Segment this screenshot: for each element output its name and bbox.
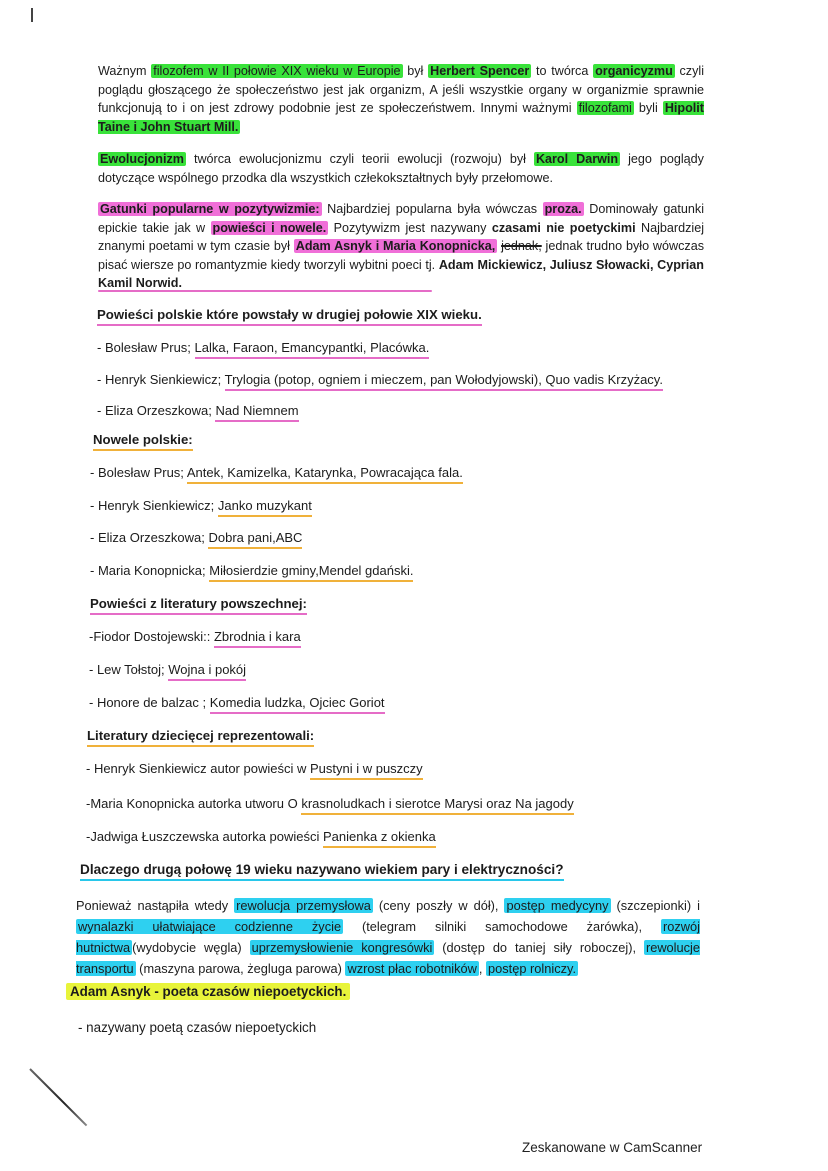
list-item-author: - Henryk Sienkiewicz; (90, 498, 218, 513)
list-item: - nazywany poetą czasów niepoetyckich (78, 1020, 317, 1035)
list-item (97, 340, 429, 355)
highlight-pink: Gatunki popularne w pozytywizmie: (100, 202, 320, 216)
paragraph-age-of-steam (76, 895, 700, 979)
text: (ceny poszły w dół), (372, 898, 505, 913)
paragraph-evolutionism (98, 150, 704, 187)
text: byli (633, 101, 663, 115)
highlight-blue: postęp rolniczy. (488, 961, 577, 976)
struck-text: jednak, (501, 239, 542, 253)
text: Ponieważ nastąpiła wtedy (76, 898, 235, 913)
scan-edge-mark (31, 8, 33, 22)
list-item-author: - Maria Konopnicka; (90, 563, 210, 578)
heading-world-literature: Powieści z literatury powszechnej: (90, 596, 307, 615)
heading-age-of-steam: Dlaczego drugą połowę 19 wieku nazywano wiekiem pary i elektryczności? (80, 862, 564, 881)
highlight-blue: rewolucja przemysłowa (236, 898, 371, 913)
list-item-works: Nad Niemnem (215, 403, 298, 422)
highlight-blue: uprzemysłowienie kongresówki (251, 940, 433, 955)
paragraph-genres (98, 200, 704, 293)
highlight-green: Herbert Spencer (430, 64, 530, 78)
list-item-works: Antek, Kamizelka, Katarynka, Powracająca fala. (187, 465, 463, 484)
bold-text: czasami nie poetyckimi (491, 220, 636, 235)
text: Ważnym (98, 64, 152, 78)
heading-asnyk (66, 984, 350, 999)
text: (maszyna parowa, żegluga parowa) (135, 961, 346, 976)
list-item (89, 629, 301, 644)
pen-scribble (29, 1068, 87, 1126)
list-item-author: - Eliza Orzeszkowa; (97, 403, 216, 418)
list-item-author: - Lew Tołstoj; (89, 662, 169, 677)
list-item-author: - Henryk Sienkiewicz autor powieści w (86, 761, 310, 776)
highlight-blue: rozwój hutnictwa (76, 919, 700, 955)
list-item (97, 403, 299, 418)
list-item-author: - Bolesław Prus; (97, 340, 195, 355)
text: jednak trudno było wówczas pisać wiersze po romantyzmie kiedy tworzyli wybitni poeci tj. (98, 239, 704, 272)
highlight-blue: postęp medycyny (506, 898, 609, 913)
text: Pozytywizm jest nazywany (328, 220, 492, 235)
list-item-works: Pustyni i w puszczy (310, 761, 423, 780)
text: (wydobycie węgla) (132, 940, 250, 955)
list-item (89, 662, 246, 677)
heading-polish-short-stories: Nowele polskie: (93, 432, 193, 451)
highlight-blue: rewolucje transportu (76, 940, 700, 976)
highlight-green: filozofami (578, 101, 632, 115)
list-item (86, 829, 436, 844)
list-item-author: -Maria Konopnicka autorka utworu O (86, 796, 302, 811)
bold-text: Adam Mickiewicz, Juliusz Słowacki, Cyprian Kamil Norwid. (98, 257, 704, 290)
list-item-works: Trylogia (potop, ogniem i mieczem, pan Wołodyjowski), Quo vadis Krzyżacy. (225, 372, 663, 391)
list-item (89, 695, 385, 710)
text: Dominowały gatunki epickie takie jak w (98, 202, 704, 235)
underline-poets (98, 290, 432, 292)
list-item-author: - Bolesław Prus; (90, 465, 187, 480)
list-item (86, 796, 574, 811)
text: Najbardziej popularna była wówczas (321, 202, 543, 216)
list-item-author: -Jadwiga Łuszczewska autorka powieści (86, 829, 323, 844)
list-item-author: - Honore de balzac ; (89, 695, 210, 710)
heading-childrens-literature: Literatury dziecięcej reprezentowali: (87, 728, 314, 747)
list-item-works: Wojna i pokój (168, 662, 246, 681)
highlight-green: Ewolucjonizm (100, 152, 184, 166)
highlight-green: filozofem w II połowie XIX wieku w Europie (153, 64, 401, 78)
highlight-pink: proza. (544, 202, 582, 216)
list-item-works: Panienka z okienka (323, 829, 436, 848)
text: to twórca (531, 64, 594, 78)
text: twórca ewolucjonizmu czyli teorii ewolucji (rozwoju) był (185, 152, 534, 166)
list-item-author: -Fiodor Dostojewski:: (89, 629, 214, 644)
list-item-works: Miłosierdzie gminy,Mendel gdański. (209, 563, 413, 582)
highlight-green: organicyzmu (595, 64, 673, 78)
highlight-pink: Adam Asnyk i Maria Konopnicka, (295, 239, 496, 253)
text: (dostęp do taniej siły roboczej), (434, 940, 644, 955)
list-item (97, 372, 663, 387)
highlight-yellow: Adam Asnyk - poeta czasów niepoetyckich. (66, 983, 350, 1000)
text: (telegram silniki samochodowe żarówka), (343, 919, 662, 934)
text: (szczepionki) i (610, 898, 700, 913)
list-item-works: Janko muzykant (218, 498, 312, 517)
list-item (90, 530, 302, 545)
text: , (478, 961, 487, 976)
text: Najbardziej znanymi poetami w tym czasie był (98, 220, 704, 253)
highlight-green: Hipolit Taine i John Stuart Mill. (98, 101, 704, 134)
list-item (90, 563, 413, 578)
highlight-green: Karol Darwin (535, 152, 619, 166)
text: czyli poglądu głoszącego że społeczeństwo jest jak organizm, A jeśli wszystkie organy w organizmie sprawnie funkcjonują to i on jest zdrowy podobnie jest ze społeczeństwem. Innymi ważnymi (98, 64, 704, 115)
list-item (90, 465, 463, 480)
highlight-blue: wzrost płac robotników (347, 961, 477, 976)
list-item-works: Zbrodnia i kara (214, 629, 301, 648)
list-item (86, 761, 423, 776)
list-item-author: - Henryk Sienkiewicz; (97, 372, 225, 387)
text: jego poglądy dotyczące wspólnego przodka dla wszystkich człekokształtnych były przełomowe. (98, 152, 704, 185)
heading-polish-novels: Powieści polskie które powstały w drugiej połowie XIX wieku. (97, 307, 482, 326)
scanner-watermark: Zeskanowane w CamScanner (522, 1140, 703, 1155)
text: był (402, 64, 429, 78)
paragraph-philosophers (98, 62, 704, 136)
list-item (90, 498, 312, 513)
highlight-pink: powieści i nowele. (212, 220, 327, 235)
list-item-author: - Eliza Orzeszkowa; (90, 530, 209, 545)
list-item-works: Komedia ludzka, Ojciec Goriot (210, 695, 385, 714)
highlight-blue: wynalazki ułatwiające codzienne życie (78, 919, 342, 934)
list-item-works: Lalka, Faraon, Emancypantki, Placówka. (195, 340, 430, 359)
list-item-works: krasnoludkach i sierotce Marysi oraz Na jagody (301, 796, 573, 815)
list-item-works: Dobra pani,ABC (208, 530, 302, 549)
